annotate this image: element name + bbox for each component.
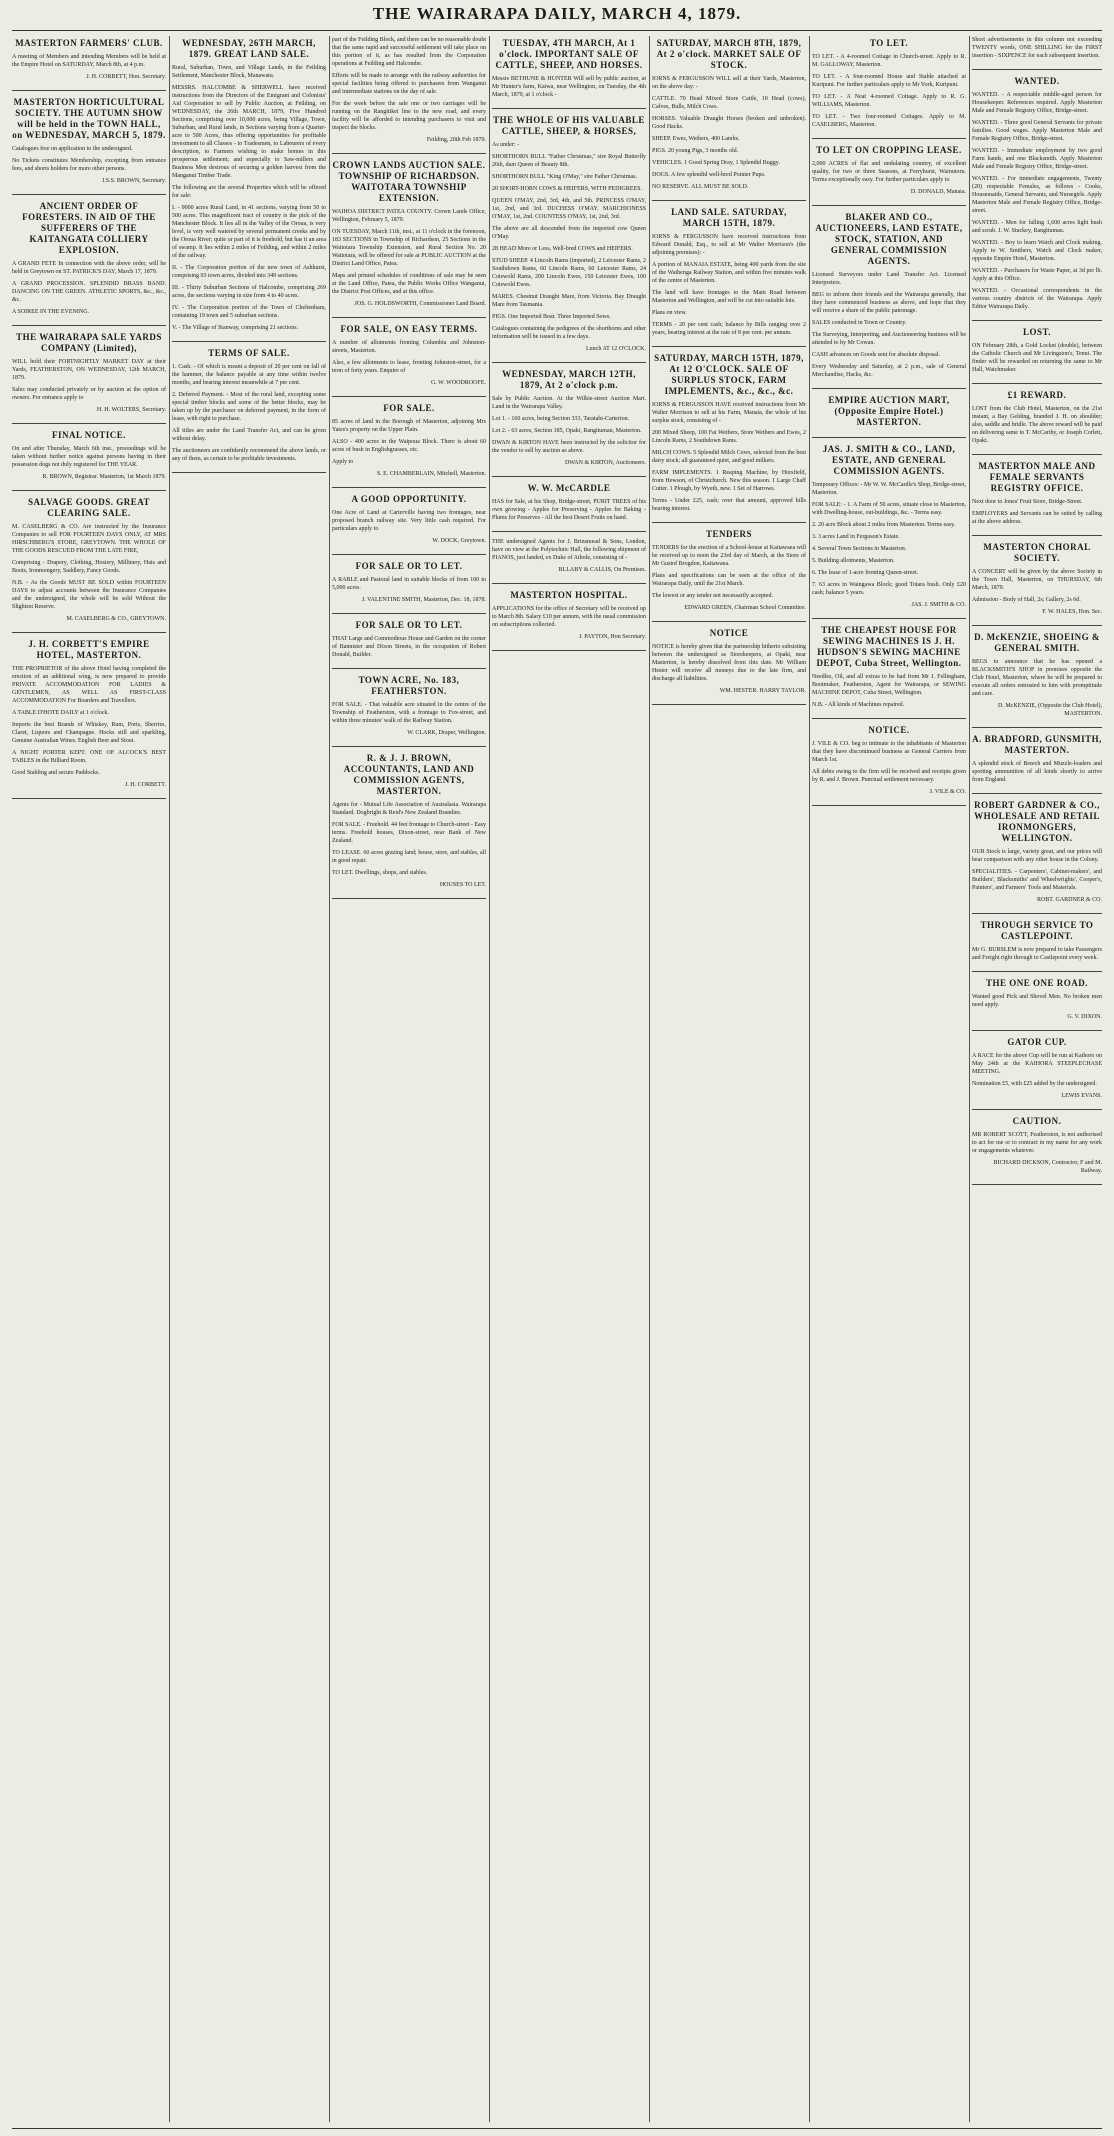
ad-text: Next door to Jones' Fruit Store, Bridge-Street. [972,499,1083,505]
ad-text: CASH advances on Goods sent for absolute disposal. [812,352,940,358]
ad-text: TENDERS for the erection of a School-house at Kaitawaea will be received up to noon the 23rd day of March, at the Store of Mr Gustof Brogdon, Kaitawaea. [652,545,806,567]
ad-text: IORNS & FERGUSSON WILL sell at their Yards, Masterton, on the above day: - [652,76,806,90]
ad-text: LOST from the Club Hotel, Masterton, on the 21st instant, a Bay Gelding, branded J. H. on shoulder; also, saddle and bridle. The above reward will be paid on delivering same to T. McCarthy, or Joseph Corlett, Opaki. [972,406,1102,444]
ad-text: ON TUESDAY, March 11th, inst., at 11 o'clock in the forenoon, 183 SECTIONS in Township of Richardson, 25 Sections in the Waitotara Township Extension, and Rural Section No. 20 Waitotara, will be offered for sale at PUBLIC AUCTION at the District Land Office, Patea. [332,229,486,267]
ad-text: The land will have frontages to the Main Road between Masterton and Wellington, and will be cut into suitable lots. [652,290,806,304]
ad-text: I. - 9000 acres Rural Land, in 41 sections, varying from 50 to 500 acres. This magnificent tract of country is the pick of the Manchester Block. It lies all in the Valley of the Oroua, is very level, is very well watered by several permanent creeks and by the Oroua River; quite or part of it is freehold, but has it an area of swamp. It lies within 2 miles of Feilding, and within 2 miles of the railway. [172,205,326,259]
ad-heading: THE WHOLE OF HIS VALUABLE CATTLE, SHEEP, & HORSES, [493,115,645,136]
ad-text: A GRAND PROCESSION. SPLENDID BRASS BAND. DANCING ON THE GREEN. ATHLETIC SPORTS, &c., &c., &c. [12,281,166,303]
ad-text: 4. Several Town Sections in Masterton. [812,546,907,552]
ad-text: Sale by Public Auction. At the Wilkie-street Auction Mart. Land in the Wairarapa Valley. [492,396,646,410]
advertisement [12,497,166,633]
advertisement [332,403,486,488]
ad-text: All debts owing to the firm will be received and receipts given by R. and J. Brown. Punctual settlement necessary. [812,769,966,783]
ad-text: A RABLE and Pastoral land in suitable blocks of from 100 to 5,000 acres. [332,577,486,591]
ad-text: The Surveying, Interpreting, and Auctioneering business will be attended to by Mr Cowan. [812,332,966,346]
ad-text: All titles are under the Land Transfer Act, and can be given without delay. [172,428,326,442]
ad-text: PIGS. One Imported Boar. Three Imported Sows. [492,314,611,320]
ad-heading: NOTICE [709,628,749,638]
ad-text: HORSES. Valuable Draught Horses (broken and unbroken). Good Hacks. [652,116,806,130]
ad-text: STUD SHEEP. 4 Lincoln Rams (imported), 2 Leicester Rams, 2 Southdown Rams, 60 Lincoln Rams, 60 Leicester Rams, 24 Cotswold Rams, 200 Lincoln Ewes, 150 Leicester Ewes, 100 Cotswold Ewes. [492,258,646,288]
ad-text: THE undersigned Agents for J. Brinsmead & Sons, London, have on view at the Polytechnic Hall, the following shipment of PIANOS, just landed, ex Duke of Athole, consisting of - [492,539,646,561]
ad-heading: WEDNESDAY, MARCH 12TH, 1879, At 2 o'clock p.m. [502,369,636,390]
ad-text: A GRAND FETE In connection with the above order, will be held in Greytown on ST. PATRICK'S DAY, March 17, 1879. [12,261,166,275]
ad-heading: THROUGH SERVICE TO CASTLEPOINT. [980,920,1094,941]
ad-text: PIGS. 20 young Pigs, 3 months old. [652,148,739,154]
ad-signature: J.S.S. BROWN, Secretary. [101,178,166,184]
ad-heading: FOR SALE OR TO LET. [355,561,463,571]
advertisement [812,395,966,438]
advertisement [972,734,1102,794]
ad-text: A RACE for the above Cup will be run at Kaihoro on May 24th at the KAIHORA STEEPLECHASE MEETING. [972,1053,1102,1075]
ad-text: 7. 63 acres in Waingawa Block; good Totara bush. Only £20 cash; balance 5 years. [812,582,966,596]
ad-signature: J. H. CORBETT, Hon. Secretary. [86,74,166,80]
ad-text: NO RESERVE. ALL MUST BE SOLD. [652,184,749,190]
ad-text: 28 HEAD More or Less, Well-bred COWS and HEIFERS. [492,246,633,252]
ad-signature: Feilding, 20th Feb 1879. [426,137,486,143]
advertisement [972,1116,1102,1185]
ad-text: Terms - Under £25, cash; over that amount, approved bills bearing interest. [652,498,806,512]
advertisement [12,639,166,799]
ad-text: III. - Thirty Suburban Sections of Halcombe, comprising 269 acres, the sections varying in size from 4 to 40 acres. [172,285,326,299]
advertisement [492,369,646,477]
advertisement [812,625,966,719]
column-6 [812,36,966,2122]
ad-text: Plans on view. [652,310,687,316]
ad-text: Needles, Oil, and all extras to be had from Mr J. Fellingham, Bootmaker, Featherston, Agent for Wairarapa, or SEWING MACHINE DEPOT, Cuba Street, Wellington. [812,674,966,696]
ad-text: 200 Mixed Sheep, 100 Fat Wethers, Store Wethers and Ewes, 2 Lincoln Rams, 2 Southdown Rams. [652,430,806,444]
ad-text: A portion of MANAIA ESTATE, being 400 yards from the site of the Waihenga Railway Station, and within five minutes walk of the centre of Masterton. [652,262,806,284]
ad-heading: SATURDAY, MARCH 8TH, 1879, At 2 o'clock. MARKET SALE OF STOCK. [656,38,802,70]
ad-heading: MASTERTON FARMERS' CLUB. [15,38,163,48]
ad-heading: SATURDAY, MARCH 15TH, 1879, At 12 O'CLOCK. SALE OF SURPLUS STOCK, FARM IMPLEMENTS, &c., &c., &c. [654,353,804,396]
ad-text: Catalogues containing the pedigrees of the shorthorns and other information will be issued in a few days. [492,326,646,340]
advertisement [492,538,646,584]
ad-signature: S. E. CHAMBERLAIN, Mitchell, Masterton. [376,471,486,477]
advertisement [652,529,806,622]
ad-text: WANTED. - Occasional correspondents in the various country districts of the Wairarapa. Apply Editor Wairarapa Daily. [972,288,1102,310]
ad-heading: EMPIRE AUCTION MART, (Opposite Empire Hotel.) MASTERTON. [828,395,950,427]
top-rule [12,30,1102,31]
ad-text: 2. Deferred Payment. - Most of the rural land, excepting some special timber blocks and some of the better blocks, may be taken up by the purchaser on deferred payment, in the form of lease, with right to purchase. [172,392,326,422]
ad-heading: TO LET. [869,38,909,48]
ad-heading: LOST. [1022,327,1052,337]
ad-text: WILL hold their FORTNIGHTLY MARKET DAY at their Yards, FEATHERSTON, ON WEDNESDAY, 12th MARCH, 1879. [12,359,166,381]
ad-text: WANTED. - Purchasers for Waste Paper, at 3d per lb. Apply at this Office. [972,268,1102,282]
column-2 [172,36,326,2122]
ad-text: A NIGHT PORTER KEPT. ONE OF ALCOCK'S BEST TABLES in the Billiard Room. [12,750,166,764]
ad-text: SPECIALITIES. - Carpenters', Cabinet-makers', and Builders', Blacksmiths' and Wheelwrights', Cooper's, Painters', and Farmers' Tools and Materials. [972,869,1102,891]
ad-heading: J. H. CORBETT'S EMPIRE HOTEL, MASTERTON. [28,639,150,660]
ad-text: On and after Thursday, March 6th inst., proceedings will be taken without further notice against persons having in their possession dogs not duly registered for THE YEAR. [12,446,166,468]
advertisement [492,38,646,109]
ad-signature: WM. HESTER. HARRY TAYLOR. [719,688,806,694]
ad-text: N.B. - As the Goods MUST BE SOLD within FOURTEEN DAYS to adjust accounts between the Insurance Companies and the undersigned, the whole will be sold Without the Slightest Reserve. [12,580,166,610]
ad-text: IV. - The Corporation portion of the Town of Cheltenham, containing 19 town and 5 suburban sections. [172,305,326,319]
advertisement [812,38,966,139]
column-separator [489,36,490,2122]
advertisement [972,36,1102,70]
ad-signature: JAS. J. SMITH & CO. [911,602,966,608]
ad-signature: JOS. G. HOLDSWORTH, Commissioner Land Board. [354,301,486,307]
ad-signature: J. VALENTINE SMITH, Masterton, Dec. 18, 1878. [361,597,486,603]
ad-signature: R. BROWN, Registrar. Masterton, 1st March 1879. [42,474,166,480]
ad-text: Agents for - Mutual Life Association of Australasia. Wairarapa Standard. Dogbright & Reid's New Zealand Brandies. [332,802,486,816]
ad-text: 2,000 ACRES of flat and undulating country, of excellent quality, for two or three Seasons, at Ferryhurst, Wainuioru. Terms exceptionally easy. For further particulars apply to [812,161,966,183]
ad-text: WANTED. - Three good General Servants for private families. Good wages. Apply Masterton Male and Female Registry Office, Bridge-street. [972,120,1102,142]
ad-text: Maps and printed schedules of conditions of sale may be seen at the Land Office, Patea, the Public Works Office Wanganui, the District Post Offices, and at this office. [332,273,486,295]
advertisement [12,201,166,326]
ad-text: Wanted good Pick and Shovel Men. No broken men need apply. [972,994,1102,1008]
ad-signature: HOUSES TO LET. [439,882,486,888]
ad-heading: WANTED. [1014,76,1060,86]
advertisement [492,590,646,651]
ad-text: TO LEASE. 60 acres grazing land; house, store, and stables, all in good repair. [332,850,486,864]
ad-text: M. CASELBERG & CO. Are instructed by the Insurance Companies to sell FOR FOURTEEN DAYS ONLY, AT MRS HIRSCHBERG'S STORE, GREYTOWN. THE WHOLE OF THE GOODS RESCUED FROM THE LATE FIRE, [12,524,166,554]
ad-text: DWAN & KIRTON HAVE been instructed by the solicitor for the vendor to sell by auction as above. [492,440,646,454]
ad-signature: DWAN & KIRTON, Auctioneers. [564,460,646,466]
advertisement [812,212,966,389]
ad-text: 2. 20 acre Block about 2 miles from Masterton. Terms easy. [812,522,956,528]
ad-text: TO LET. - A Neat 4-roomed Cottage. Apply to R. G. WILLIAMS, Masterton. [812,94,966,108]
ad-text: WANTED. - Men for falling 1,600 acres light bush and scrub. J. W. Stuckey, Rangitumau. [972,220,1102,234]
ad-text: SHEEP. Ewes, Wethers, 400 Lambs. [652,136,740,142]
ad-heading: FOR SALE OR TO LET. [355,620,463,630]
ad-heading: THE WAIRARAPA SALE YARDS COMPANY (Limited), [16,332,162,353]
column-7 [972,36,1102,2122]
advertisement [332,160,486,318]
ad-text: MILCH COWS. 5 Splendid Milch Cows, selected from the best dairy stock; all guaranteed quiet, and good milkers. [652,450,806,464]
bottom-rule [12,2128,1102,2129]
advertisement [332,620,486,669]
ad-text: 1. Cash. - Of which is meant a deposit of 20 per cent on fall of the hammer, the balance payable at any time within twelve months, and bearing interest meanwhile at 7 per cent. [172,364,326,386]
ad-heading: JAS. J. SMITH & CO., LAND, ESTATE, AND GENERAL COMMISSION AGENTS. [822,444,956,476]
ad-heading: SALVAGE GOODS. GREAT CLEARING SALE. [27,497,151,518]
ad-heading: WEDNESDAY, 26TH MARCH, 1879. GREAT LAND SALE. [182,38,316,59]
column-separator [969,36,970,2122]
ad-text: Temporary Offices: - Mr W. W. McCardle's Shop, Bridge-street, Masterton. [812,482,966,496]
ad-text: CATTLE. 70 Head Mixed Store Cattle, 10 Head (cows), Calves, Bulls, Milch Cows. [652,96,806,110]
ad-text: 85 acres of land in the Borough of Masterton, adjoining Mrs Yates's property on the Upper Plain. [332,419,486,433]
ad-signature: H. H. WOLTERS, Secretary. [96,407,166,413]
ad-signature: W. CLARK, Draper, Wellington. [407,730,486,736]
ad-signature: LEWIS EVANS. [1061,1093,1102,1099]
ad-text: Admission - Body of Hall, 2s; Gallery, 2s 6d. [972,597,1081,603]
advertisement [492,115,646,363]
ad-text: APPLICATIONS for the office of Secretary will be received up to March 8th. Salary £10 per annum, with the usual commission on subscriptions collected. [492,606,646,628]
ad-text: 3. 3 acres Land in Ferguson's Estate. [812,534,900,540]
ad-signature: RICHARD DICKSON, Contractor, F and M. Railway. [993,1160,1102,1174]
advertisement [812,444,966,619]
ad-signature: Lunch AT 12 O'CLOCK. [586,346,646,352]
ad-signature: G. W. WOODROOFE. [430,380,486,386]
ad-text: DOGS. A few splendid well-bred Pointer Pups. [652,172,766,178]
advertisement [332,753,486,899]
ad-signature: G. V. DIXON. [1067,1014,1102,1020]
ad-text: EMPLOYERS and Servants can be suited by calling at the above address. [972,511,1102,525]
ad-text: Plans and specifications can be seen at the office of the Wairarapa Daily, until the 21st March. [652,573,806,587]
ad-heading: TOWN ACRE, No. 183, FEATHERSTON. [358,675,460,696]
masthead-title: THE WAIRARAPA DAILY, MARCH 4, 1879. [372,4,742,23]
column-separator [169,36,170,2122]
ad-heading: NOTICE. [868,725,910,735]
column-separator [649,36,650,2122]
ad-text: Messrs BETHUNE & HUNTER Will sell by public auction, at Mr Hunter's farm, Kaiwa, near Wellington, on Tuesday, the 4th March, 1879, at 1 o'clock - [492,76,646,98]
ad-text: BEG to inform their friends and the Wairarapa generally, that they have commenced business as above, and hope that they will receive a share of the public patronage. [812,292,966,314]
ad-signature: M. CASELBERG & CO., GREYTOWN. [66,616,166,622]
ad-text: IORNS & FERGUSSON have received instructions from Edward Donald, Esq., to sell at Mr Walter Morrison's (the adjoining premises): - [652,234,806,256]
ad-heading: D. McKENZIE, SHOEING & GENERAL SMITH. [974,632,1100,653]
ad-text: Imports the best Brands of Whiskey, Rum, Ports, Sherries, Claret, Liquors and Champagne. Hocks still and sparkling, Genuine Australian Wines. English Beer and Stout. [12,722,166,744]
column-1 [12,36,166,2122]
ad-text: WANTED. - Immediate employment by two good Farm hands, and one Blacksmith. Apply Masterton Male and Female Registry Office, Bridge-street. [972,148,1102,170]
ad-text: part of the Feilding Block, and there can be no reasonable doubt that the same rapid and successful settlement will take place on this portion of it, as has resulted from the Corporation operations at Feilding and Halcombe. [332,37,486,67]
ad-text: WANTED. - For immediate engagements, Twenty (20) respectable Females, as follows - Cooks, Housemaids, General Servants, and Nursegirls. Apply Masterton Male and Female Registry Office, Bridge-street. [972,176,1102,214]
ad-text: FOR SALE: - 1. A Farm of 50 acres, situate close to Masterton, with Dwelling-house, out-buildings, &c. - Terms easy. [812,502,966,516]
advertisement [972,800,1102,914]
ad-text: MR ROBERT SCOTT, Featherston, is not authorised to act for me or to contract in my name for any work or engagements whatever. [972,1132,1102,1154]
ad-signature: ROBT. GARDNER & CO. [1036,897,1102,903]
ad-text: The auctioneers are confidently recommend the above lands, or any of them, as certain to be profitable investments. [172,448,326,462]
ad-text: The lowest or any tender not necessarily accepted. [652,593,773,599]
ad-heading: GATOR CUP. [1007,1037,1067,1047]
advertisement [652,628,806,705]
advertisement [172,348,326,473]
ad-heading: A GOOD OPPORTUNITY. [351,494,467,504]
ad-text: WAIHOA DISTRICT PATEA COUNTY. Crown Lands Office, Wellington, February 5, 1879. [332,209,486,223]
ad-heading: CROWN LANDS AUCTION SALE. TOWNSHIP OF RICHARDSON. WAITOTARA TOWNSHIP EXTENSION. [332,160,486,203]
ad-text: II. - The Corporation portion of the new town of Ashhurst, comprising 93 town acres, divided into 349 sections. [172,265,326,279]
ad-text: 5. Building allotments, Masterton. [812,558,895,564]
advertisement [652,353,806,523]
ad-heading: THE CHEAPEST HOUSE FOR SEWING MACHINES IS J. H. HUDSON'S SEWING MACHINE DEPOT, Cuba Street, Wellington. [816,625,962,668]
advertisement [12,97,166,195]
ad-signature: BLLABY & CALLIS, On Premises. [558,567,646,573]
advertisement [972,978,1102,1031]
ad-text: V. - The Village of Stanway, comprising 21 sections. [172,325,299,331]
ad-heading: A. BRADFORD, GUNSMITH, MASTERTON. [972,734,1102,755]
ad-heading: FINAL NOTICE. [51,430,126,440]
column-separator [329,36,330,2122]
ad-heading: ROBERT GARDNER & CO., WHOLESALE AND RETAIL IRONMONGERS, WELLINGTON. [974,800,1100,843]
ad-text: Licensed Surveyors under Land Transfer Act. Licensed Interpreters. [812,272,966,286]
ad-text: OUR Stock is large, variety great, and our prices will bear comparison with any other house in the Colony. [972,849,1102,863]
column-3 [332,36,486,2122]
ad-heading: LAND SALE. SATURDAY, MARCH 15TH, 1879. [671,207,787,228]
ad-text: No Tickets constitutes Membership, excepting from entrance fees, and shorts holders for more other persons. [12,158,166,172]
ad-heading: MASTERTON MALE AND FEMALE SERVANTS REGISTRY OFFICE. [978,461,1096,493]
advertisement [332,675,486,747]
ad-text: One Acre of Land at Carterville having two frontages, near proposed branch railway site. Very little cash required. For particulars apply to [332,510,486,532]
ad-text: NOTICE is hereby given that the partnership hitherto subsisting between the undersigned as Storekeepers, at Opaki, near Masterton, is hereby dissolved from this date. Mr William Hester will receive all moneys due to the late firm, and discharge all liabilities. [652,644,806,682]
ad-text: Lot 1. - 160 acres, being Section 333, Taratahi-Carterton. [492,416,630,422]
ad-text: Also, a few allotments to lease, fronting Johnston-street, for a term of forty years. Enquire of [332,360,486,374]
ad-text: Efforts will be made to arrange with the railway authorities for special facilities being offered to purchasers from Wanganui and intermediate stations on the day of sale. [332,73,486,95]
ad-heading: BLAKER AND CO., AUCTIONEERS, LAND ESTATE, STOCK, STATION, AND GENERAL COMMISSION AGENTS. [815,212,963,266]
ad-text: A TABLE D'HOTE DAILY at 1 o'clock. [12,710,109,716]
ad-text: A number of allotments fronting Columbia and Johnston-streets, Masterton. [332,340,486,354]
advertisement [972,461,1102,536]
ad-heading: TO LET ON CROPPING LEASE. [816,145,962,155]
ad-text: Comprising - Drapery, Clothing, Hosiery, Millinery, Hats and Boots, Ironmongery, Saddlery, Fancy Goods. [12,560,166,574]
ad-text: A SOIREE IN THE EVENING. [12,309,90,315]
ad-text: WANTED. - A respectable middle-aged person for Housekeeper. References required. Apply Masterton Male and Female Registry Office, Bridge-street. [972,92,1102,114]
advertisement [12,332,166,424]
ad-text: FOR SALE. - That valuable acre situated in the centre of the Township of Featherston, with a frontage to Fox-street, and within three minutes' walk of the Railway Station. [332,702,486,724]
ad-text: Catalogues free on application to the undersigned. [12,146,133,152]
advertisement [972,1037,1102,1110]
ad-text: Apply to [332,459,354,465]
advertisement [12,38,166,91]
ad-heading: R. & J. J. BROWN, ACCOUNTANTS, LAND AND COMMISSION AGENTS, MASTERTON. [343,753,475,796]
advertisement [172,38,326,342]
column-5 [652,36,806,2122]
ad-text: Rural, Suburban, Town, and Village Lands, in the Feilding Settlement, Manchester Block, Manawatu. [172,65,326,79]
ad-text: MARES. Chestnut Draught Mare, from Victoria. Bay Draught Mare from Tasmania. [492,294,646,308]
ad-signature: D. McKENZIE, (Opposite the Club Hotel), MASTERTON. [998,703,1102,717]
column-separator [809,36,810,2122]
ad-text: ON February 28th, a Gold Locket (double), between the Catholic Church and Mr Livingston's, Tenui. The finder will be rewarded on returning the same to Mr Hall, Watchmaker. [972,343,1102,373]
ad-text: SALES conducted in Town or Country. [812,320,907,326]
ad-text: Short advertisements in this column not exceeding TWENTY words, ONE SHILLING for the FIRST insertion - SIXPENCE for each subsequent insertion. [972,37,1102,59]
ad-text: Nomination £5, with £25 added by the undersigned. [972,1081,1097,1087]
ad-signature: D. DONALD, Manaia. [910,189,966,195]
advertisement [972,920,1102,972]
ad-heading: TENDERS [705,529,752,539]
ad-heading: FOR SALE. [383,403,435,413]
ad-text: A CONCERT will be given by the above Society in the Town Hall, Masterton, on THURSDAY, 6th March, 1879. [972,569,1102,591]
ad-signature: J. VILE & CO. [929,789,966,795]
column-4 [492,36,646,2122]
ad-text: TO LET. - A 4-roomed Cottage in Church-street. Apply to R. M. GALLOWAY, Masterton. [812,54,966,68]
ad-text: HAS for Sale, at his Shop, Bridge-street, PURIT TREES of his own growing - Apples for Preserving - Apples for Baking - Plums for Preserves - All the best Desert Fruits on hand. [492,499,646,521]
ad-heading: MASTERTON CHORAL SOCIETY. [983,542,1091,563]
ad-text: BEGS to announce that he has opened a BLACKSMITH'S SHOP in premises opposite the Club Hotel, Masterton, where he will be prepared to execute all orders entrusted to him with promptitude and care. [972,659,1102,697]
ad-text: N.B. - All kinds of Machines repaired. [812,702,905,708]
ad-text: SHORTHORN BULL "Father Christmas," sire Royal Butterfly 26th, dam Queen of Beauty 8th. [492,154,646,168]
ad-signature: W. DOCK, Greytown. [432,538,486,544]
ad-text: TO LET. - A four-roomed House and Stable attached at Kuripuni. For further particulars apply to Mr York, Kuripuni. [812,74,966,88]
ad-signature: F. W. HALES, Hon. Sec. [1042,609,1102,615]
ad-signature: EDWARD GREEN, Chairman School Committee. [684,605,806,611]
ad-heading: THE ONE ONE ROAD. [985,978,1088,988]
ad-text: MESSRS. HALCOMBE & SHERWELL have received instructions from the Directors of the Emigrant and Colonists' Aid Corporation to sell by Public Auction, at Feilding, on WEDNESDAY, the 26th MARCH, 1879, Five Hundred Sections, comprising over 10,000 acres, being Village, Town, Suburban, and Rural lands, in Sections varying from a Quarter-acre to 500 Acres, thus offering opportunities for profitable investment to all Classes - to Tradesmen, to Labourers of every description, to Farmers wishing to make homes in this prosperous settlement; and especially to Saw-millers and Business Men desirous of securing a golden harvest from the Manganui Timber Trade. [172,85,326,179]
ad-text: QUEEN O'MAY, 2nd, 3rd, 4th, and 5th. PRINCESS O'MAY, 1st, 2nd, and 3rd. DUCHESS O'MAY. MARCHIONESS O'MAY, 1st, 2nd. COUNTESS O'MAY, 1st, 2nd, 3rd. [492,198,646,220]
ad-heading: TERMS OF SALE. [208,348,290,358]
ad-heading: MASTERTON HOSPITAL. [510,590,628,600]
advertisement [652,38,806,201]
ad-text: The following are the several Properties which will be offered for sale: [172,185,326,199]
advertisement [652,207,806,347]
ad-text: Lot 2. - 63 acres, Section 185, Opaki, Rangitumau, Masterton. [492,428,642,434]
ad-text: A meeting of Members and intending Members will be held at the Empire Hotel on SATURDAY, March 8th, at 4 p.m. [12,54,166,68]
ad-heading: MASTERTON HORTICULTURAL SOCIETY. THE AUTUMN SHOW will be held in the TOWN HALL, on WEDNESDAY, MARCH 5, 1879. [12,97,166,140]
advertisement [972,76,1102,321]
advertisement [812,725,966,806]
ad-text: 6. The lease of 1-acre fronting Queen-street. [812,570,919,576]
ad-text: For the week before the sale one or two carriages will be running on the Rangitikei line to the new road, and every facility will be afforded to intending purchasers to visit and inspect the blocks. [332,101,486,131]
advertisement [972,542,1102,626]
ad-text: FOR SALE. - Freehold. 44 feet frontage to Church-street - Easy terms. Freehold houses, Dixon-street, near Bank of New Zealand. [332,822,486,844]
ad-text: As under: - [492,142,519,148]
ad-signature: J. H. CORBETT. [124,782,166,788]
advertisement [972,327,1102,384]
ad-text: WANTED. - Boy to learn Watch and Clock making. Apply to W. Smithers, Watch and Clock maker, opposite Empire Hotel, Masterton. [972,240,1102,262]
ad-text: A splendid stock of Breech and Muzzle-loaders and sporting ammunition of all kinds shortly to arrive from England. [972,761,1102,783]
ad-heading: £1 REWARD. [1007,390,1067,400]
ad-text: ALSO - 400 acres in the Waipoua Block. There is about 60 acres of bush in Englishgrasses, etc. [332,439,486,453]
ad-text: Mr G. BURSLEM is now prepared to take Passengers and Freight right through to Castlepoint every week. [972,947,1102,961]
ad-text: FARM IMPLEMENTS. 1 Reaping Machine, by Horsfield, from Hewson, of Christchurch. New this season. 1 Large Chaff Cutter. 1 Plough, by Wyeth, new. 1 Set of Harrows. [652,470,806,492]
ad-text: TERMS - 20 per cent cash; balance by Bills ranging over 2 years, bearing interest at the rate of 8 per cent. per annum. [652,322,806,336]
advertisement [12,430,166,491]
ad-text: IORNS & FERGUSSON HAVE received instructions from Mr Walter Morrison to sell at his Farm, Manaia, the whole of his surplus stock, consisting of - [652,402,806,424]
advertisement [332,561,486,614]
ad-text: THAT Large and Commodious House and Garden on the corner of Bannister and Dixon Streets, in the occupation of Robert Donald, Builder. [332,636,486,658]
advertisement [972,390,1102,455]
ad-text: VEHICLES. 1 Good Spring Dray, 1 Splendid Buggy. [652,160,780,166]
advertisement [812,145,966,206]
ad-text: Good Stabling and secure Paddocks. [12,770,100,776]
ad-text: 20 SHORT-HORN COWS & HEIFERS, WITH PEDIGREES. [492,186,642,192]
advertisement [332,494,486,555]
ad-heading: W. W. McCARDLE [527,483,611,493]
ad-text: Sales may conducted privately or by auction at the option of owners. For entrance apply to [12,387,166,401]
ad-text: SHORTHORN BULL "King O'May," sire Father Christmas. [492,174,637,180]
ad-text: THE PROPRIETOR of the above Hotel having completed the erection of an additional wing, is now prepared to provide PRIVATE ACCOMMODATION FOR LADIES & GENTLEMEN, AS WELL AS FIRST-CLASS ACCOMMODATION For Boarders and Travellers. [12,666,166,704]
ad-heading: ANCIENT ORDER OF FORESTERS. IN AID OF THE SUFFERERS OF THE KAITANGATA COLLIERY EXPLOSION. [22,201,156,255]
ad-text: TO LET. - Two four-roomed Cottages. Apply to M. CASELBERG, Masterton. [812,114,966,128]
ad-text: Every Wednesday and Saturday, at 2 p.m., sale of General Merchandise, Hacks, &c. [812,364,966,378]
ad-heading: TUESDAY, 4TH MARCH, At 1 o'clock. IMPORTANT SALE OF CATTLE, SHEEP, AND HORSES. [495,38,643,70]
ad-heading: FOR SALE, ON EASY TERMS. [340,324,478,334]
ad-heading: CAUTION. [1012,1116,1062,1126]
ad-text: The above are all descended from the imported cow Queen O'May. [492,226,646,240]
ad-signature: J. PAYTON, Hon Secretary. [578,634,646,640]
advertisement [972,632,1102,728]
ad-text: J. VILE & CO. beg to intimate to the inhabitants of Masterton that they have discontinued business as General Carriers from March 1st. [812,741,966,763]
advertisement [332,324,486,397]
advertisement [492,483,646,532]
advertisement [332,36,486,154]
ad-text: TO LET. Dwellings, shops, and stables. [332,870,428,876]
